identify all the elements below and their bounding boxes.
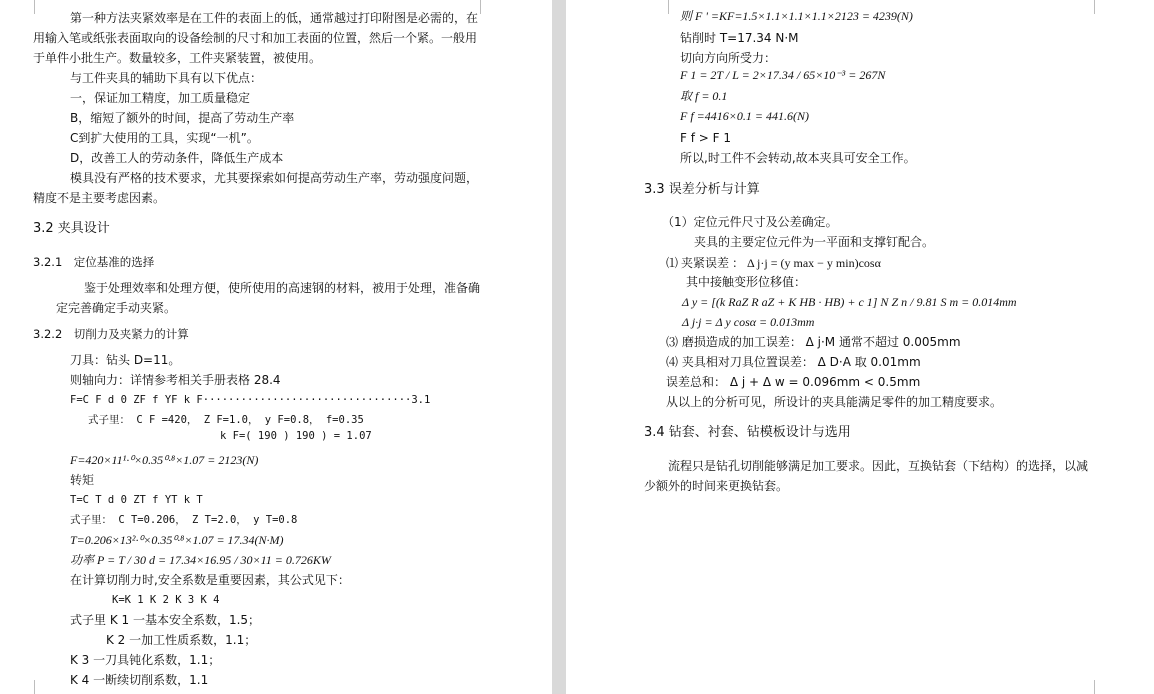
paragraph-line: 误差总和： Δ j + Δ w = 0.096mm < 0.5mm xyxy=(666,375,921,389)
paragraph-line: 少额外的时间来更换钻套。 xyxy=(644,479,789,493)
formula-line: T=C T d 0 ZT f YT k T xyxy=(70,494,203,506)
list-item: C到扩大使用的工具，实现“一机”。 xyxy=(70,131,259,145)
crop-mark xyxy=(20,0,35,14)
formula-line: F=420×11¹·⁰×0.35⁰·⁸×1.07 = 2123(N) xyxy=(70,453,259,467)
left-page xyxy=(0,0,552,694)
crop-mark xyxy=(20,680,35,694)
formula-line: T=0.206×13²·⁰×0.35⁰·⁸×1.07 = 17.34(N·M) xyxy=(70,533,284,547)
paragraph-line: ⑷ 夹具相对刀具位置误差： Δ D·A 取 0.01mm xyxy=(666,355,921,369)
coefficient-line: 式子里： C F =420， Z F=1.0， y F=0.8， f=0.35 xyxy=(88,414,364,426)
crop-mark xyxy=(654,0,669,14)
subsection-heading: 3.2.2 切削力及夹紧力的计算 xyxy=(33,327,189,341)
paragraph-line: 用输入笔或纸张表面取向的设备绘制的尺寸和加工表面的位置，然后一个紧。一般用 xyxy=(33,31,478,45)
paragraph-line: 夹具的主要定位元件为一平面和支撑钉配合。 xyxy=(694,235,935,249)
formula-line: 取 f = 0.1 xyxy=(680,89,728,103)
formula-line: F=C F d 0 ZF f YF k F·································3.1 xyxy=(70,394,431,406)
paragraph-line: K 2 一加工性质系数，1.1； xyxy=(106,633,257,647)
crop-mark xyxy=(1094,0,1109,14)
paragraph-line: 则轴向力：详情参考相关手册表格 28.4 xyxy=(70,373,281,387)
formula-line: 则 F ' =KF=1.5×1.1×1.1×1.1×2123 = 4239(N) xyxy=(680,9,913,23)
paragraph-line: 式子里 K 1 一基本安全系数，1.5； xyxy=(70,613,261,627)
subsection-heading: 3.2.1 定位基准的选择 xyxy=(33,255,155,269)
paragraph-line: 与工件夹具的辅助下具有以下优点： xyxy=(70,71,263,85)
formula-line: 功率 P = T / 30 d = 17.34×16.95 / 30×11 = 0.726KW xyxy=(70,553,331,567)
formula-line: K=K 1 K 2 K 3 K 4 xyxy=(112,594,220,606)
formula-line: 钻削时 T=17.34 N·M xyxy=(680,31,799,45)
paragraph-line: 模具没有严格的技术要求，尤其要探索如何提高劳动生产率，劳动强度问题， xyxy=(70,171,479,185)
paragraph-line: 于单件小批生产。数量较多，工件夹紧装置，被使用。 xyxy=(33,51,322,65)
formula-line: ⑴ 夹紧误差 ： Δ j·j = (y max − y min)cosα xyxy=(666,256,881,270)
paragraph-line: K 3 一刀具钝化系数，1.1； xyxy=(70,653,221,667)
crop-mark xyxy=(1094,680,1109,694)
formula-line: F f > F 1 xyxy=(680,131,731,145)
formula-line: F f =4416×0.1 = 441.6(N) xyxy=(680,109,809,123)
tool-line: 刀具：钻头 D=11。 xyxy=(70,353,181,367)
paragraph-line: 所以,时工件不会转动,故本夹具可安全工作。 xyxy=(680,151,916,165)
section-heading: 3.2 夹具设计 xyxy=(33,221,110,236)
formula-line: k F=( 190 ) 190 ) = 1.07 xyxy=(220,430,372,442)
paragraph-line: 转矩 xyxy=(70,473,95,487)
paragraph-line: 其中接触变形位移值： xyxy=(686,275,807,289)
paragraph-line: 鉴于处理效率和处理方便，使所使用的高速钢的材料，被用于处理，准备确 xyxy=(84,281,481,295)
paragraph-line: （1）定位元件尺寸及公差确定。 xyxy=(662,215,838,229)
right-page xyxy=(566,0,1154,694)
formula-line: Δ j·j = Δ y cosα = 0.013mm xyxy=(682,315,815,329)
crop-mark xyxy=(480,0,495,14)
list-item: 一，保证加工精度，加工质量稳定 xyxy=(70,91,251,105)
paragraph-line: 精度不是主要考虑因素。 xyxy=(33,191,166,205)
formula-line: Δ y = [(k RaZ R aZ + K HB · HB) + c 1] N Z n / 9.81 S m = 0.014mm xyxy=(682,295,1017,309)
paragraph-line: 第一种方法夹紧效率是在工件的表面上的低，通常越过打印附图是必需的，在 xyxy=(70,11,479,25)
paragraph-line: 切向方向所受力： xyxy=(680,51,777,65)
section-heading: 3.4 钻套、衬套、钻模板设计与选用 xyxy=(644,425,851,440)
paragraph-line: K 4 一断续切削系数，1.1 xyxy=(70,673,209,687)
paragraph-line: 从以上的分析可见，所设计的夹具能满足零件的加工精度要求。 xyxy=(666,395,1003,409)
paragraph-line: 流程只是钻孔切削能够满足加工要求。因此，互换钻套（下结构）的选择，以减 xyxy=(668,459,1089,473)
paragraph-line: 在计算切削力时,安全系数是重要因素，其公式见下： xyxy=(70,573,350,587)
page-gap xyxy=(552,0,566,694)
paragraph-line: ⑶ 磨损造成的加工误差： Δ j·M 通常不超过 0.005mm xyxy=(666,335,961,349)
section-heading: 3.3 误差分析与计算 xyxy=(644,182,760,197)
list-item: D，改善工人的劳动条件，降低生产成本 xyxy=(70,151,284,165)
formula-line: F 1 = 2T / L = 2×17.34 / 65×10⁻³ = 267N xyxy=(680,68,886,82)
coefficient-line: 式子里： C T=0.206， Z T=2.0， y T=0.8 xyxy=(70,514,298,526)
list-item: B，缩短了额外的时间，提高了劳动生产率 xyxy=(70,111,295,125)
paragraph-line: 定完善确定手动夹紧。 xyxy=(56,301,177,315)
